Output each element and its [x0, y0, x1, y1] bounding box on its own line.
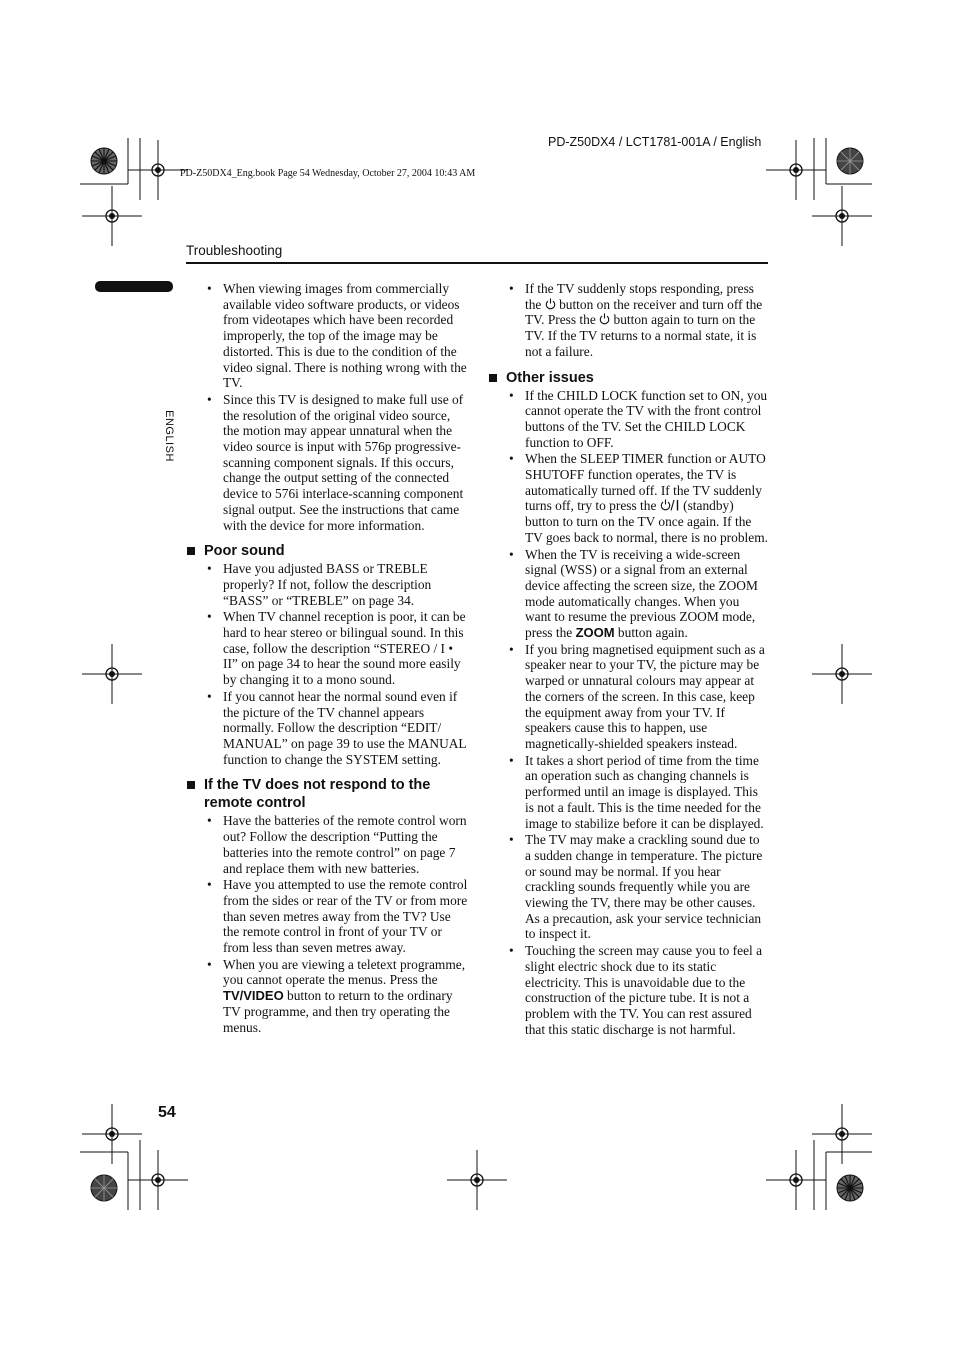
text-segment: button again.	[614, 625, 688, 641]
list-item: • It takes a short period of time from the time an operation such as changing channels is performed until an image is displayed. This is not a fault. This is the time needed for the image to stabilize before it can be displayed.	[488, 753, 768, 832]
heading-poor-sound	[186, 542, 468, 560]
response-list	[488, 281, 768, 360]
list-item: • Have the batteries of the remote control worn out? Follow the description “Putting the batteries into the remote control” on page 7 and replace them with new batteries.	[186, 813, 468, 876]
list-item: • When viewing images from commercially available video software products, or videos from videotapes which have been recorded improperly, the top of the image may be distorted. This is due to the condition of the video signal. There is nothing wrong with the TV.	[186, 281, 468, 391]
list-item	[488, 451, 768, 545]
text-segment: When the SLEEP TIMER function or AUTO SHUTOFF function operates, the TV is automatically turned off. If the TV suddenly turns off, try to press the	[525, 451, 766, 514]
right-column	[488, 281, 768, 1038]
text-segment: button again to turn on the TV. If the TV returns to a normal state, it is not a failure.	[525, 312, 757, 359]
power-icon	[599, 313, 610, 325]
page-number: 54	[158, 1104, 176, 1121]
standby-power-icon	[660, 499, 680, 511]
list-item	[488, 281, 768, 360]
book-info: PD-Z50DX4_Eng.book Page 54 Wednesday, October 27, 2004 10:43 AM	[180, 168, 476, 179]
document-id: PD-Z50DX4 / LCT1781-001A / English	[548, 135, 762, 149]
section-tab-bar	[95, 281, 173, 292]
list-item	[186, 957, 468, 1036]
list-item: • Since this TV is designed to make full use of the resolution of the original video source, the motion may appear unnatural when the video source is input with 576p progressive-scanning component signals. If this occurs, change the output setting of the connected device to 576i interlace-scanning component signal output. See the instructions that came with the device for more information.	[186, 392, 468, 533]
square-bullet-icon	[489, 374, 497, 382]
heading-text: If the TV does not respond to the remote control	[204, 777, 431, 812]
list-item: • Have you adjusted BASS or TREBLE properly? If not, follow the description “BASS” or “TREBLE” on page 34.	[186, 561, 468, 608]
list-item: • If you cannot hear the normal sound even if the picture of the TV channel appears normally. Follow the description “EDIT/ MANUAL” on page 39 to use the MANUAL function to change the SYSTEM setting.	[186, 689, 468, 768]
poor-sound-list	[186, 561, 468, 767]
heading-text: Other issues	[506, 369, 594, 386]
other-issues-list	[488, 388, 768, 1038]
remote-list	[186, 813, 468, 1035]
text-segment: If the TV suddenly stops responding, press the	[525, 281, 754, 312]
power-icon	[545, 298, 556, 310]
list-item: • Have you attempted to use the remote control from the sides or rear of the TV or from more than seven metres away from the TV? Use the remote control in front of your TV or from less than seven metres away.	[186, 877, 468, 956]
square-bullet-icon	[187, 547, 195, 555]
list-item	[488, 547, 768, 641]
text-segment: When the TV is receiving a wide-screen signal (WSS) or a signal from an external device affecting the screen size, the ZOOM mode automatically changes. When you want to resume the previous ZOOM mode, press the	[525, 546, 758, 641]
text-segment: (standby) button to turn on the TV once again. If the TV goes back to normal, there is no problem.	[525, 498, 768, 545]
intro-list	[186, 281, 468, 533]
list-item: • If the CHILD LOCK function set to ON, you cannot operate the TV with the front control buttons of the TV. Set the CHILD LOCK function to OFF.	[488, 388, 768, 451]
text-segment: button on the receiver and turn off the TV. Press the	[525, 296, 763, 328]
side-language-label: ENGLISH	[162, 410, 175, 462]
heading-other-issues	[488, 369, 768, 387]
square-bullet-icon	[187, 781, 195, 789]
heading-text: Poor sound	[204, 543, 285, 560]
list-item: • Touching the screen may cause you to feel a slight electric shock due to its static electricity. This is unavoidable due to the construction of the picture tube. It is not a problem with the TV. You can rest assured that this static discharge is not harmful.	[488, 943, 768, 1037]
zoom-button-label: ZOOM	[575, 625, 615, 641]
tv-video-button-label: TV/VIDEO	[223, 988, 284, 1004]
list-item: • The TV may make a crackling sound due to a sudden change in temperature. The picture or sound may be normal. If you hear crackling sounds frequently while you are viewing the TV, there may be other causes. As a precaution, ask your service technician to inspect it.	[488, 832, 768, 942]
text-segment: When you are viewing a teletext programme, you cannot operate the menus. Press the	[223, 956, 466, 988]
list-item: • When TV channel reception is poor, it can be hard to hear stereo or bilingual sound. In this case, follow the description “STEREO / I • II” on page 34 to hear the sound more easily by changing it to a mono sound.	[186, 609, 468, 688]
list-item: • If you bring magnetised equipment such as a speaker near to your TV, the picture may be warped or unnatural colours may appear at the corners of the screen. In this case, keep the equipment away from your TV. If speakers cause this to happen, use magnetically-shielded speakers instead.	[488, 642, 768, 752]
header-rule	[186, 262, 768, 264]
text-segment: button to return to the ordinary TV programme, and then try operating the menus.	[223, 988, 453, 1035]
left-column	[186, 281, 468, 1036]
section-header: Troubleshooting	[186, 243, 283, 258]
heading-remote-control	[186, 776, 468, 812]
